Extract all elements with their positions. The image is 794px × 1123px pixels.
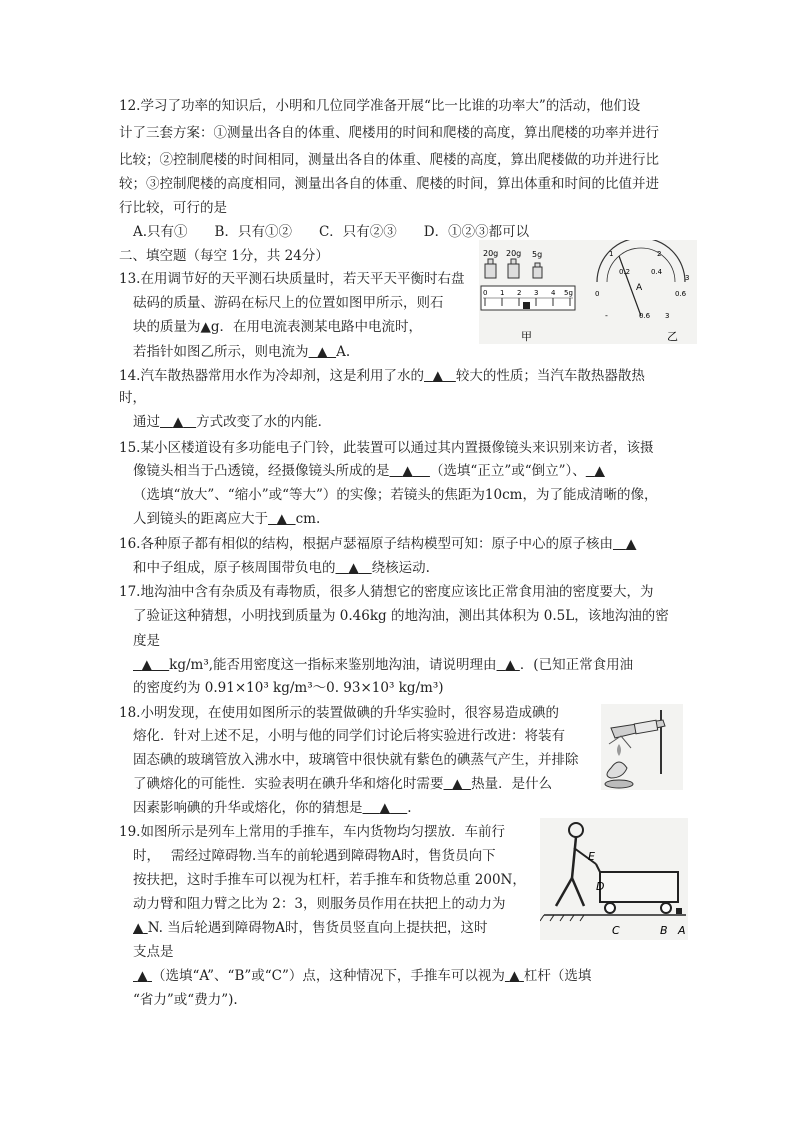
figure-label-yi: 乙: [667, 330, 678, 343]
q18-line1: 18.小明发现，在使用如图所示的装置做碘的升华实验时，很容易造成碘的: [119, 705, 559, 721]
meter-tick: 0: [595, 290, 600, 298]
figure-label-jia: 甲: [521, 330, 532, 343]
answer-blank[interactable]: [133, 656, 169, 674]
answer-blank[interactable]: [309, 343, 337, 361]
q19-line5: [133, 919, 487, 937]
q12-line1: 12.学习了功率的知识后，小明和几位同学准备开展“比一比谁的功率大”的活动，他们设: [119, 98, 641, 114]
ammeter-dial: [595, 240, 689, 320]
q18-line4: [133, 775, 552, 793]
terminal-label: 0.6: [639, 312, 651, 320]
weight-20g-2: [506, 249, 521, 278]
weight-label: 5g: [532, 250, 543, 259]
figure-q13-svg: [479, 240, 697, 344]
q12-line2: 计了三套方案：①测量出各自的体重、爬楼用的时间和爬楼的高度，算出爬楼的功率并进行: [119, 125, 659, 141]
q17-line3: 度是: [133, 633, 160, 649]
q19-line6: 支点是: [133, 944, 174, 960]
answer-blank[interactable]: [505, 967, 524, 985]
q13-line1: 13.在用调节好的天平测石块质量时，若天平天平衡时右盘: [119, 271, 465, 287]
answer-blank[interactable]: [424, 367, 456, 385]
q12-line4: 较；③控制爬楼的高度相同，测量出各自的体重、爬楼的时间，算出体重和时间的比值并进: [119, 176, 659, 192]
meter-tick: 0.4: [651, 268, 663, 276]
ruler-tick: 5g: [564, 289, 573, 297]
ruler-tick: 0: [483, 289, 488, 297]
figure-q18: [601, 704, 683, 790]
ruler-tick: 1: [500, 289, 505, 297]
q18-line2: 熔化．针对上述不足，小明与他的同学们讨论后将实验进行改进：将装有: [133, 728, 565, 744]
q15-line1: 15.某小区楼道设有多功能电子门铃，此装置可以通过其内置摄像镜头来识别来访者，该摄: [119, 440, 654, 456]
answer-blank[interactable]: [444, 775, 472, 793]
q19-line1: 19.如图所示是列车上常用的手推车，车内货物均匀摆放．车前行: [119, 824, 505, 840]
blank-mark: ▲: [402, 463, 413, 479]
meter-tick-outer: 1: [609, 250, 614, 258]
q17-line5: 的密度约为 0.91×10³ kg/m³～0. 93×10³ kg/m³): [133, 680, 444, 696]
weight-label: 20g: [506, 249, 522, 258]
q12-line3: 比较；②控制爬楼的时间相同，测量出各自的体重、爬楼的高度，算出爬楼做的功并进行比: [119, 152, 659, 168]
iodine-apparatus: [601, 704, 683, 790]
label-C: C: [612, 924, 620, 937]
label-E: E: [588, 850, 595, 863]
q18-line5-text: 因素影响碘的升华或熔化，你的猜想是: [133, 800, 363, 816]
answer-blank[interactable]: [268, 510, 296, 528]
q17-line4: [133, 656, 633, 674]
blank-mark: ▲: [505, 657, 516, 673]
q15-line2: [133, 462, 605, 480]
weight-20g-1: [483, 249, 498, 278]
blank-mark: ▲: [276, 511, 287, 527]
q16-line2-text: 和中子组成，原子核周围带负电的: [133, 560, 336, 576]
q18-line5: [133, 799, 412, 817]
q17-line4-text: kg/m³,能否用密度这一指标来鉴别地沟油，请说明理由: [169, 657, 497, 673]
blank-mark: ▲: [141, 657, 152, 673]
answer-blank[interactable]: [586, 462, 605, 480]
answer-blank[interactable]: [497, 656, 520, 674]
blank-mark: ▲: [509, 968, 520, 984]
q14-line1-tail: 较大的性质；当汽车散热器散热: [455, 368, 645, 384]
q13-line3: 块的质量为▲g．在用电流表测某电路中电流时，: [133, 319, 423, 335]
blank-mark: ▲: [432, 368, 443, 384]
terminal-label: 3: [665, 312, 670, 320]
q19-line4: 动力臂和阻力臂之比为 2：3，则服务员作用在扶把上的动力为: [133, 896, 506, 912]
q13-line4-text: 若指针如图乙所示，则电流为: [133, 344, 309, 360]
q19-line7: [133, 967, 591, 985]
q17-line2: 了验证这种猜想，小明找到质量为 0.46kg 的地沟油，测出其体积为 0.5L，该地沟油的密: [133, 608, 669, 624]
q14-line1: [119, 367, 645, 385]
figure-q13: [479, 240, 697, 344]
blank-mark: ▲: [452, 776, 463, 792]
q19-line7-tail: 杠杆（选填: [523, 968, 592, 984]
q15-line2-text: 像镜头相当于凸透镜，经摄像镜头所成的是: [133, 463, 390, 479]
q16-line1: [119, 535, 636, 553]
cart: [596, 864, 682, 914]
q18-line3: 固态碘的玻璃管放入沸水中，玻璃管中很快就有紫色的碘蒸气产生，并排除: [133, 752, 579, 768]
q14-line3: [133, 413, 331, 431]
q17-line4-tail: ．(已知正常食用油: [519, 657, 634, 673]
q18-line5-tail: .: [407, 800, 412, 816]
section-title: 二、填空题（每空 1分，共 24分）: [119, 248, 329, 264]
balance-ruler: [481, 286, 575, 310]
meter-tick-outer: 3: [685, 274, 690, 282]
q13-line2: 砝码的质量、游码在标尺上的位置如图甲所示，则石: [133, 295, 444, 311]
q18-line4-text: 了碘熔化的可能性．实验表明在碘升华和熔化时需要: [133, 776, 444, 792]
q12-options: A.只有① B．只有①② C．只有②③ D．①②③都可以: [133, 224, 530, 240]
q16-line2: [133, 559, 430, 577]
q17-line1: 17.地沟油中含有杂质及有毒物质，很多人猜想它的密度应该比正常食用油的密度要大，为: [119, 584, 654, 600]
q19-line3: 按扶把，这时手推车可以视为杠杆，若手推车和货物总重 200N，: [133, 872, 526, 888]
q14-line3-tail: 方式改变了水的内能．: [196, 414, 332, 430]
q15-line2-tail: （选填“正立”或“倒立”）、: [429, 463, 586, 479]
answer-blank[interactable]: [160, 413, 196, 431]
q14-line1-text: 14.汽车散热器常用水作为冷却剂，这是利用了水的: [119, 368, 424, 384]
blank-mark: ▲: [594, 463, 605, 479]
blank-mark: ▲: [133, 920, 144, 936]
meter-tick: 0.2: [619, 268, 631, 276]
answer-blank[interactable]: [390, 462, 430, 480]
q12-line5: 行比较，可行的是: [119, 200, 227, 216]
meter-tick-outer: 2: [657, 250, 662, 258]
label-D: D: [596, 880, 605, 893]
meter-unit: A: [636, 283, 643, 293]
answer-blank[interactable]: [133, 919, 148, 937]
answer-blank[interactable]: [336, 559, 372, 577]
q14-line3-text: 通过: [133, 414, 160, 430]
q16-line1-text: 16.各种原子都有相似的结构，根据卢瑟福原子结构模型可知：原子中心的原子核由: [119, 536, 613, 552]
q19-line5-text: N. 当后轮遇到障碍物A时，售货员竖直向上提扶把，这时: [147, 920, 488, 936]
weight-label: 20g: [483, 249, 499, 258]
q19-line2: 时， 需经过障碍物.当车的前轮遇到障碍物A时，售货员向下: [133, 848, 496, 864]
person-figure: [556, 823, 596, 906]
q19-line8: “省力”或“费力”).: [133, 992, 238, 1008]
q15-line4-unit: cm.: [295, 511, 321, 527]
answer-blank[interactable]: [133, 967, 152, 985]
weight-5g: [532, 250, 542, 278]
cart-diagram: [540, 818, 688, 940]
q16-line2-tail: 绕核运动.: [371, 560, 430, 576]
q18-line4-tail: 热量．是什么: [471, 776, 553, 792]
q13-line4: [133, 343, 350, 361]
blank-mark: ▲: [317, 344, 328, 360]
meter-tick: 0.6: [675, 290, 687, 298]
ruler-tick: 4: [551, 289, 556, 297]
q14-line2: 时，: [119, 390, 146, 406]
terminal-label: -: [605, 311, 608, 320]
q19-line7-text: （选填“A”、“B”或“C”）点，这种情况下，手推车可以视为: [151, 968, 505, 984]
blank-mark: ▲: [379, 800, 391, 816]
blank-mark: ▲: [348, 560, 359, 576]
blank-mark: ▲: [172, 414, 184, 430]
answer-blank[interactable]: [363, 799, 408, 817]
blank-mark: ▲: [625, 536, 637, 552]
label-B: B: [660, 924, 668, 937]
ruler-tick: 2: [517, 289, 522, 297]
q13-line4-unit: A.: [336, 344, 351, 360]
blank-mark: ▲: [137, 968, 148, 984]
q15-line3: （选填“放大”、“缩小”或“等大”）的实像；若镜头的焦距为10cm，为了能成清晰的像，: [133, 487, 658, 503]
label-A: A: [678, 924, 686, 937]
q15-line4: [133, 510, 320, 528]
q15-line4-text: 人到镜头的距离应大于: [133, 511, 268, 527]
answer-blank[interactable]: [613, 535, 636, 553]
ruler-tick: 3: [534, 289, 539, 297]
figure-q19: [540, 818, 688, 940]
